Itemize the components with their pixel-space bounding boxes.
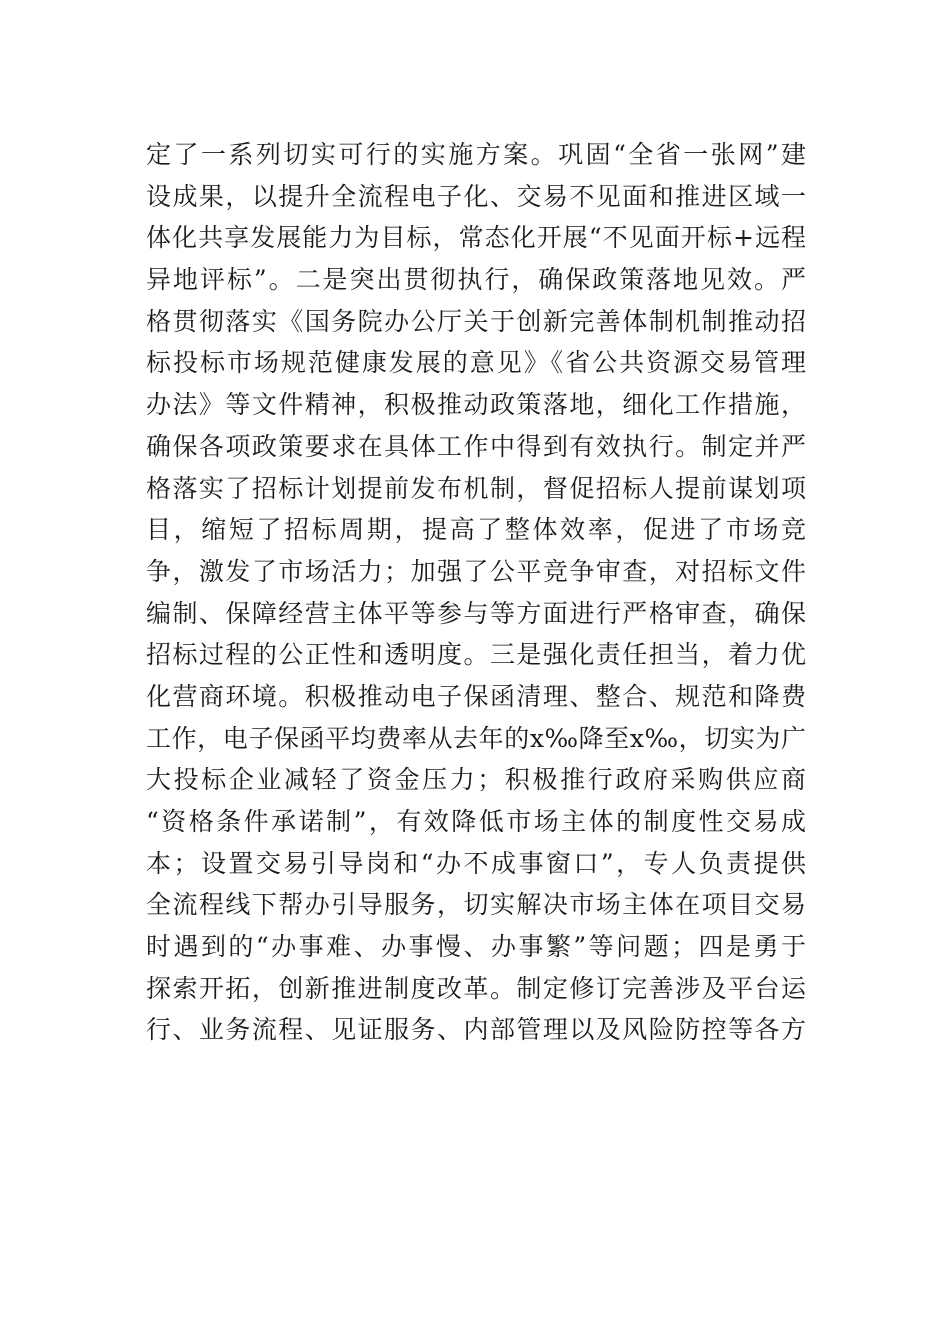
text-line: 时遇到的“办事难、办事慢、办事繁”等问题；四是勇于 [146, 932, 806, 962]
text-line: 格贯彻落实《国务院办公厅关于创新完善体制机制推动招 [146, 306, 806, 336]
text-line: 全流程线下帮办引导服务，切实解决市场主体在项目交易 [146, 890, 806, 920]
text-line: 本；设置交易引导岗和“办不成事窗口”，专人负责提供 [146, 848, 806, 878]
text-line: 编制、保障经营主体平等参与等方面进行严格审查，确保 [146, 598, 806, 628]
text-line: 大投标企业减轻了资金压力；积极推行政府采购供应商 [146, 765, 806, 795]
body-paragraph [146, 134, 806, 1051]
text-line: 办法》等文件精神，积极推动政策落地，细化工作措施， [146, 390, 806, 420]
text-line: 格落实了招标计划提前发布机制，督促招标人提前谋划项 [146, 473, 806, 503]
text-line: 探索开拓，创新推进制度改革。制定修订完善涉及平台运 [146, 973, 806, 1003]
text-line: 目，缩短了招标周期，提高了整体效率，促进了市场竞 [146, 515, 806, 545]
text-line: 设成果，以提升全流程电子化、交易不见面和推进区域一 [146, 181, 806, 211]
text-line: 行、业务流程、见证服务、内部管理以及风险防控等各方 [146, 1015, 806, 1045]
text-line: 招标过程的公正性和透明度。三是强化责任担当，着力优 [146, 640, 806, 670]
text-line: 确保各项政策要求在具体工作中得到有效执行。制定并严 [146, 431, 806, 461]
text-line: 工作，电子保函平均费率从去年的x‰降至x‰，切实为广 [146, 723, 806, 753]
text-line: 标投标市场规范健康发展的意见》《省公共资源交易管理 [146, 348, 806, 378]
text-line: 体化共享发展能力为目标，常态化开展“不见面开标+远程 [146, 223, 806, 253]
text-line: 异地评标”。二是突出贯彻执行，确保政策落地见效。严 [146, 265, 806, 295]
text-line: “资格条件承诺制”，有效降低市场主体的制度性交易成 [146, 807, 806, 836]
text-line: 争，激发了市场活力；加强了公平竞争审查，对招标文件 [146, 556, 806, 586]
text-line: 定了一系列切实可行的实施方案。巩固“全省一张网”建 [146, 140, 806, 169]
text-line: 化营商环境。积极推动电子保函清理、整合、规范和降费 [146, 681, 806, 711]
